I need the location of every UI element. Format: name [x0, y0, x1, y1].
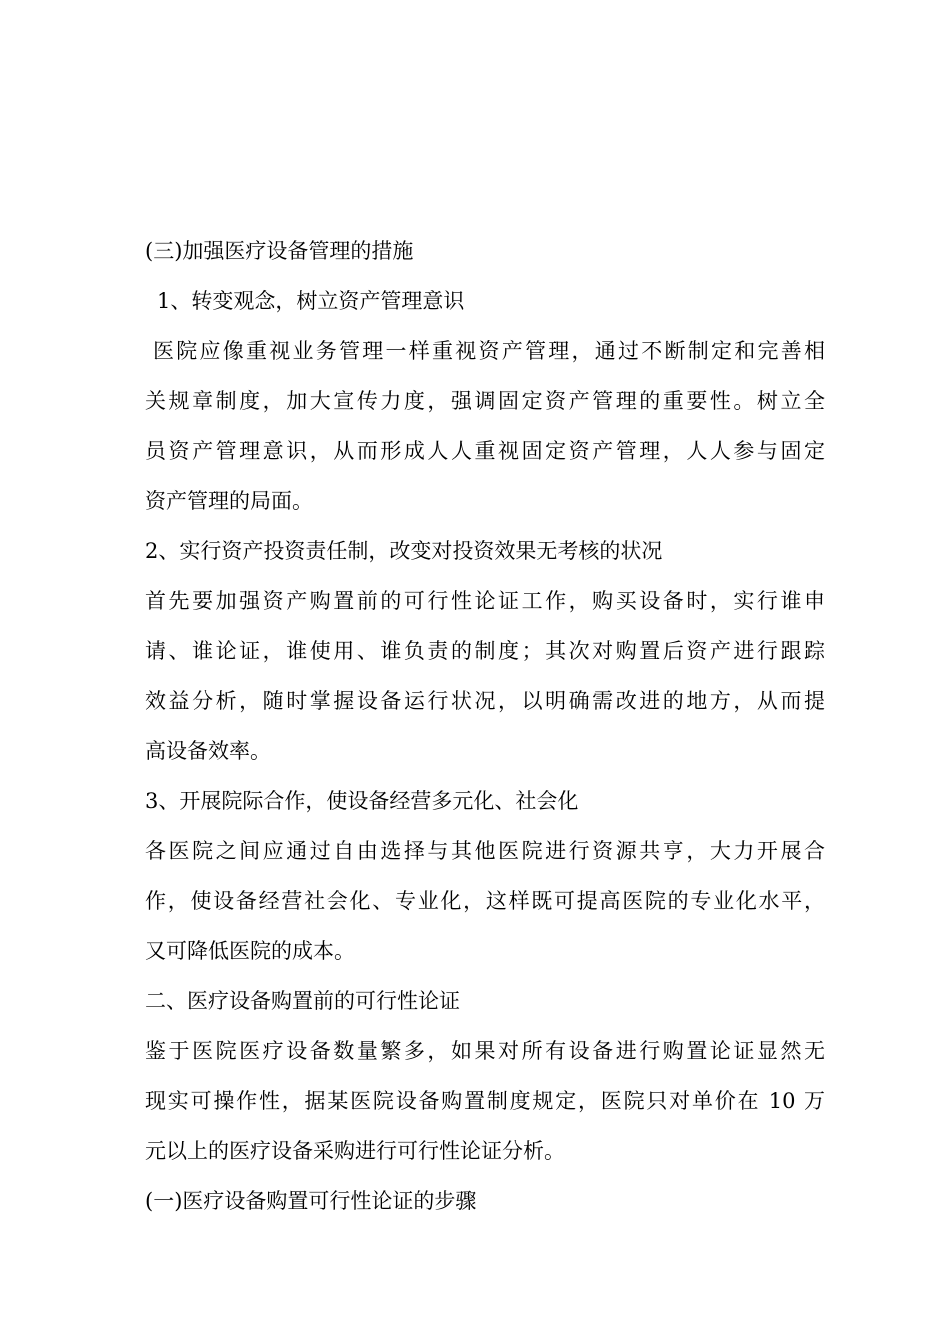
- paragraph-line: 各医院之间应通过自由选择与其他医院进行资源共亨，大力开展合: [145, 839, 825, 863]
- paragraph-line: 效益分析，随时掌握设备运行状况，以明确需改进的地方，从而提: [145, 689, 825, 713]
- section-heading-2: 二、医疗设备购置前的可行性论证: [145, 989, 460, 1013]
- paragraph-line: 鉴于医院医疗设备数量繁多，如果对所有设备进行购置论证显然无: [145, 1039, 825, 1063]
- paragraph-line: 高设备效率。: [145, 739, 271, 763]
- paragraph-line: 请、谁论证，谁使用、谁负责的制度；其次对购置后资产进行跟踪: [145, 639, 825, 663]
- paragraph-line: 首先要加强资产购置前的可行性论证工作，购买设备时，实行谁申: [145, 589, 825, 613]
- item-heading-2: 2、实行资产投资责任制，改变对投资效果无考核的状况: [145, 539, 663, 563]
- document-page: [145, 226, 825, 1226]
- paragraph-line: 又可降低医院的成本。: [145, 939, 355, 963]
- section-heading-measures: (三)加强医疗设备管理的措施: [145, 239, 414, 263]
- paragraph-line: 资产管理的局面。: [145, 489, 313, 513]
- paragraph-line: 现实可操作性，据某医院设备购置制度规定，医院只对单价在 10 万: [145, 1089, 825, 1113]
- item-heading-1: 1、转变观念，树立资产管理意识: [157, 289, 465, 313]
- paragraph-line: 关规章制度，加大宣传力度，强调固定资产管理的重要性。树立全: [145, 389, 825, 413]
- paragraph-line: 医院应像重视业务管理一样重视资产管理，通过不断制定和完善相: [153, 339, 825, 363]
- paragraph-line: 元以上的医疗设备采购进行可行性论证分析。: [145, 1139, 565, 1163]
- paragraph-line: 作，使设备经营社会化、专业化，这样既可提高医院的专业化水平，: [145, 889, 825, 913]
- paragraph-line: 员资产管理意识，从而形成人人重视固定资产管理，人人参与固定: [145, 439, 825, 463]
- item-heading-3: 3、开展院际合作，使设备经营多元化、社会化: [145, 789, 579, 813]
- subsection-heading-steps: (一)医疗设备购置可行性论证的步骤: [145, 1189, 477, 1213]
